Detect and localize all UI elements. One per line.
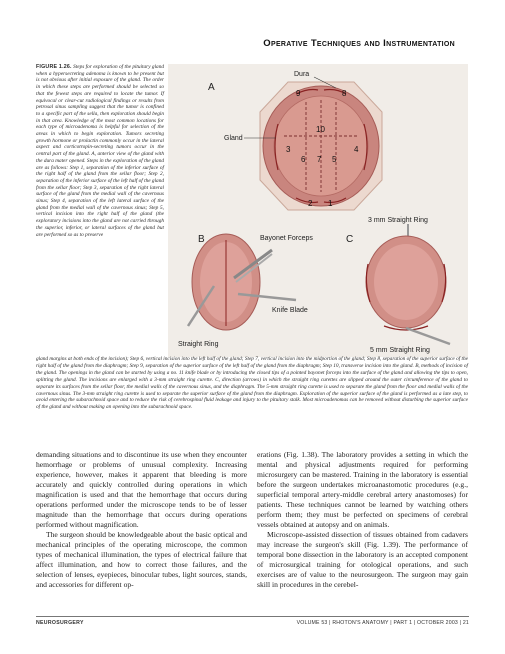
figure-caption-full: gland margins at both ends of the incision); Step 6, vertical incision into the left half of the gland; Step 7, vertical incision into the midportion of the gland; Step 8, separation of the superior surface of the right half of the gland from the diaphragm; Step 9, separation of the superior surface of the left half of the gland from the diaphragm; Step 10, transverse incision into the gland. B, methods of incision of the gland. The openings in the gland can be started by using a no. 11 knife blade or by introducing the closed tips of a pointed bayonet forceps into the surface of the gland and allowing the tips to open, splitting the gland. The incisions are enlarged with a 3-mm straight ring curette. C, direction (arrows) in which the straight ring curettes are slipped around the outer circumference of the gland to separate its surfaces from the sellar floor, the medial walls of the cavernous sinus, and the diaphragm. The 5-mm straight ring curette is used to separate the gland from the floor and medial walls of the cavernous sinus. The 3-mm straight ring curette is used to separate the superior surface of the gland from the diaphragm. Exploration of the superior surface of the gland is performed as a late step, to avoid entering the subarachnoid space and to reduce the risk of cerebrospinal fluid leakage and injury to the pituitary stalk. Most microadenomas can be removed without disturbing the superior surface of the gland and without making an opening into the subarachnoid space. (36, 356, 468, 411)
panel-c (346, 217, 450, 354)
caption-side-text: Steps for exploration of the pituitary gland when a hypersecreting adenoma is known to be present but is not obvious after initial exposure of the gland. The order in which these steps are performed should be selected so that the fewest steps are required to locate the tumor. If equivocal or clear-cut radiological findings or results from petrosal sinus sampling suggest that the tumor is confined to a specific part of the sella, then exploration should begin in that area. Knowledge of the most common locations for each type of microadenoma is helpful for selection of the areas in which to begin exploration. Tumors secreting growth hormone or prolactin commonly occur in the lateral aspect and corticotropin-secreting tumors occur in the central part of the gland. A, anterior view of the gland with the dura mater opened. Steps in the exploration of the gland are as follows: Step 1, separation of the inferior surface of the right half of the gland from the sellar floor; Step 2, separation of the inferior surface of the left half of the gland from the sellar floor; Step 3, separation of the right lateral surface of the gland from the medial wall of the cavernous sinus; Step 4, separation of the left lateral surface of the gland from the medial wall of the cavernous sinus; Step 5, vertical incision into the right half of the gland (the exploratory incisions into the gland are not carried through the superior, inferior, or lateral surfaces of the gland but are performed so as to preserve (36, 64, 164, 238)
figure-illustration (168, 64, 468, 357)
panel-a (208, 71, 382, 210)
running-header: Operative Techniques and Instrumentation (263, 38, 455, 49)
ring-5mm-label: 5 mm Straight Ring (370, 347, 430, 354)
step-5-label: 5 (332, 155, 337, 164)
step-1-label: 1 (328, 199, 333, 208)
body-paragraph: erations (Fig. 1.38). The laboratory provides a setting in which the mental and physical adjustments required for performing microsurgery can be mastered. Training in the laboratory is essential before the surgeon undertakes microanastomotic procedures (e.g., superficial temporal artery-middle cerebral artery anastomoses) for patients. These techniques cannot be learned by watching others perform them; they must be perfected on specimens of cerebral vessels obtained at autopsy and on animals. (257, 450, 468, 529)
step-6-label: 6 (301, 155, 306, 164)
body-paragraph: demanding situations and to discontinue its use when they encounter hemorrhage or problems of unusual complexity. Increasing experience, however, makes it apparent that bleeding is more accurately and quickly controlled during operations in which magnification is used and that the hemorrhage that occurs during operations performed under the microscope tends to be of lesser magnitude than the hemorrhage that occurs during operations performed without magnification. (36, 450, 247, 529)
figure-label: FIGURE 1.26. (36, 64, 72, 70)
panel-b (178, 234, 313, 348)
gland-label: Gland (224, 135, 243, 142)
body-paragraph: Microscope-assisted dissection of tissues obtained from cadavers may increase the surgeon's skill (Fig. 1.39). The performance of temporal bone dissection in the laboratory is an accepted component of microsurgical training for otological operations, and such exercises are of value to the neurosurgeon. The surgeon may gain skill in procedures in the cerebel- (257, 530, 468, 589)
journal-name: NEUROSURGERY (36, 620, 84, 626)
step-4-label: 4 (354, 145, 359, 154)
ring-3mm-label: 3 mm Straight Ring (368, 217, 428, 224)
panel-b-label: B (198, 234, 205, 245)
panel-c-label: C (346, 234, 354, 245)
straight-ring-label: Straight Ring (178, 341, 219, 348)
figure-caption-side (36, 64, 164, 238)
page-footer (36, 616, 469, 631)
step-7-label: 7 (317, 155, 322, 164)
dura-label: Dura (294, 71, 310, 78)
step-3-label: 3 (286, 145, 291, 154)
step-10-label: 10 (316, 125, 325, 134)
body-column-right (257, 450, 468, 590)
step-2-label: 2 (308, 199, 313, 208)
citation-line: VOLUME 53 | RHOTON'S ANATOMY | PART 1 | OCTOBER 2003 | 21 (296, 620, 469, 626)
body-column-left (36, 450, 247, 590)
panel-a-label: A (208, 82, 215, 93)
bayonet-forceps-label: Bayonet Forceps (260, 235, 313, 242)
body-paragraph: The surgeon should be knowledgeable about the basic optical and mechanical principles of the operating microscope, the common types of mechanical illumination, the types of electrical failure that affect illumination, and how to correct those failures, and the selection of lenses, eyepieces, binocular tubes, light sources, stands, and accessories for different op- (36, 530, 247, 589)
step-8-label: 8 (342, 89, 347, 98)
step-9-label: 9 (296, 89, 301, 98)
pituitary-illustration (168, 64, 468, 357)
knife-blade-label: Knife Blade (272, 307, 308, 314)
